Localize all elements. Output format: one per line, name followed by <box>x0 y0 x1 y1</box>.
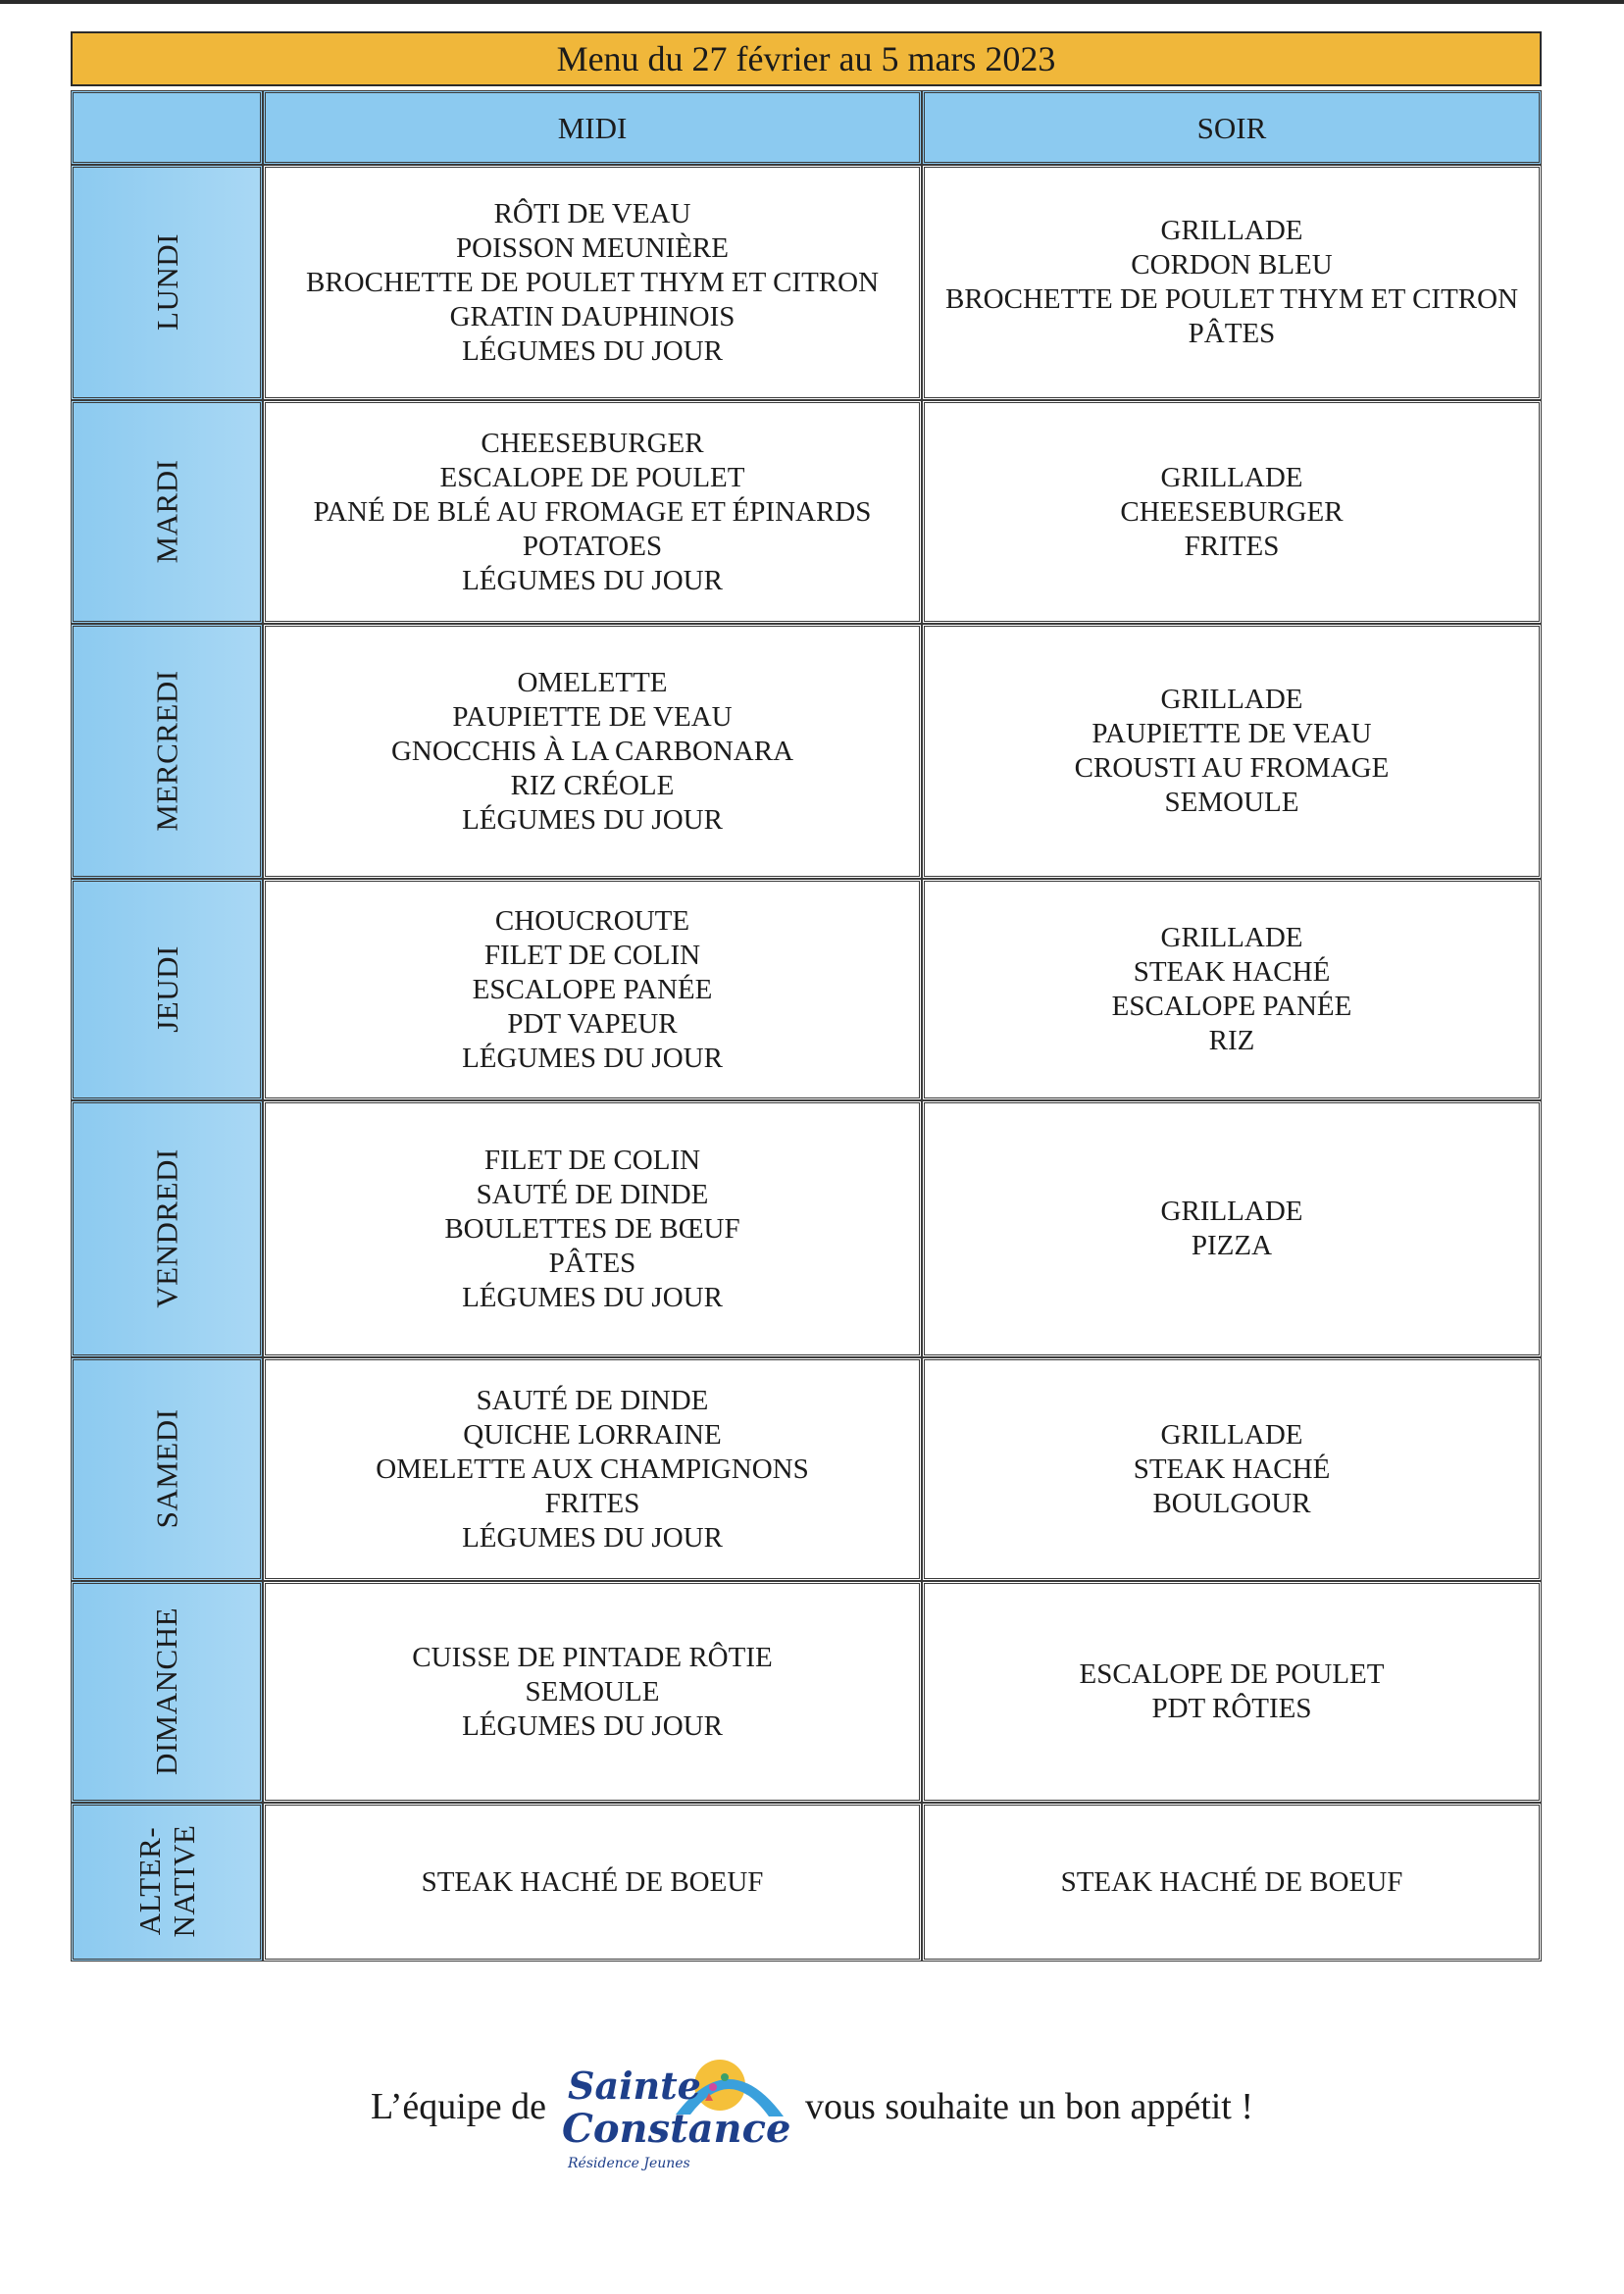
menu-title: Menu du 27 février au 5 mars 2023 <box>71 31 1542 86</box>
soir-cell <box>922 400 1542 624</box>
menu-row <box>71 400 1542 624</box>
dish-item: FRITES <box>544 1487 640 1519</box>
dish-item: ESCALOPE PANÉE <box>1111 991 1352 1022</box>
dish-item: FILET DE COLIN <box>483 939 701 971</box>
dish-item: GRATIN DAUPHINOIS <box>449 300 736 332</box>
dish-item: LÉGUMES DU JOUR <box>462 803 723 836</box>
soir-cell <box>922 1803 1542 1962</box>
dish-item: OMELETTE AUX CHAMPIGNONS <box>376 1453 809 1485</box>
footer <box>0 2038 1624 2175</box>
dish-item: FRITES <box>1184 530 1280 562</box>
day-label: DIMANCHE <box>149 1606 184 1775</box>
dish-item: LÉGUMES DU JOUR <box>462 334 723 367</box>
dish-item: STEAK HACHÉ DE BOEUF <box>1060 1865 1403 1898</box>
dish-item: PIZZA <box>1191 1230 1273 1261</box>
footer-text-after: vous souhaite un bon appétit ! <box>805 2086 1254 2127</box>
dish-item: GNOCCHIS À LA CARBONARA <box>390 735 794 767</box>
soir-cell <box>922 165 1542 400</box>
dish-item: LÉGUMES DU JOUR <box>462 564 723 596</box>
midi-cell <box>263 1581 922 1803</box>
day-label: MERCREDI <box>149 669 184 832</box>
dish-item: GRILLADE <box>1160 215 1303 246</box>
day-cell <box>71 1803 263 1962</box>
scan-top-edge <box>0 0 1624 4</box>
day-cell <box>71 400 263 624</box>
corner-cell <box>71 90 263 165</box>
dish-item: POISSON MEUNIÈRE <box>456 231 729 264</box>
midi-cell <box>263 1803 922 1962</box>
dish-item: OMELETTE <box>517 666 668 698</box>
soir-cell <box>922 1357 1542 1581</box>
dish-item: LÉGUMES DU JOUR <box>462 1521 723 1554</box>
dish-item: SAUTÉ DE DINDE <box>476 1384 709 1416</box>
dish-item: ESCALOPE PANÉE <box>472 973 713 1005</box>
dish-item: GRILLADE <box>1160 461 1303 493</box>
day-label: JEUDI <box>149 944 184 1033</box>
dish-item: RIZ CRÉOLE <box>510 769 675 801</box>
dish-item: CUISSE DE PINTADE RÔTIE <box>412 1641 773 1673</box>
menu-row <box>71 1803 1542 1962</box>
dish-item: CORDON BLEU <box>1131 249 1333 280</box>
day-cell <box>71 1100 263 1357</box>
dish-item: GRILLADE <box>1160 1418 1303 1451</box>
day-label: LUNDI <box>149 232 184 331</box>
dish-item: CHEESEBURGER <box>1120 495 1344 528</box>
dish-item: PAUPIETTE DE VEAU <box>1091 718 1372 749</box>
dish-item: BROCHETTE DE POULET THYM ET CITRON <box>305 266 880 298</box>
dish-item: RÔTI DE VEAU <box>493 197 691 229</box>
column-header-soir: SOIR <box>922 90 1542 165</box>
dish-item: QUICHE LORRAINE <box>463 1418 722 1451</box>
dish-item: SEMOULE <box>1164 787 1299 818</box>
menu-row <box>71 624 1542 879</box>
dish-item: BROCHETTE DE POULET THYM ET CITRON <box>944 283 1519 315</box>
midi-cell <box>263 879 922 1100</box>
dish-item: PDT RÔTIES <box>1151 1693 1312 1724</box>
day-cell <box>71 1357 263 1581</box>
midi-cell <box>263 165 922 400</box>
dish-item: PÂTES <box>1188 318 1276 349</box>
dish-item: GRILLADE <box>1160 684 1303 715</box>
dish-item: PÂTES <box>548 1247 636 1279</box>
dish-item: PDT VAPEUR <box>507 1007 678 1040</box>
dish-item: LÉGUMES DU JOUR <box>462 1709 723 1742</box>
menu-row <box>71 165 1542 400</box>
soir-cell <box>922 1100 1542 1357</box>
midi-cell <box>263 1100 922 1357</box>
menu-row <box>71 1581 1542 1803</box>
day-label: VENDREDI <box>149 1147 184 1308</box>
dish-item: STEAK HACHÉ <box>1133 1453 1331 1485</box>
menu-body <box>71 165 1542 1962</box>
dish-item: BOULGOUR <box>1152 1487 1311 1519</box>
logo-line1: Sainte <box>568 2064 701 2108</box>
dish-item: SEMOULE <box>525 1675 660 1708</box>
dish-item: PANÉ DE BLÉ AU FROMAGE ET ÉPINARDS <box>313 495 872 528</box>
dish-item: SAUTÉ DE DINDE <box>476 1178 709 1210</box>
dish-item: CHOUCROUTE <box>494 904 690 937</box>
column-header-midi: MIDI <box>263 90 922 165</box>
dish-item: STEAK HACHÉ DE BOEUF <box>421 1865 764 1898</box>
dish-item: RIZ <box>1208 1025 1255 1056</box>
menu-table <box>71 90 1542 1962</box>
dish-item: FILET DE COLIN <box>483 1144 701 1176</box>
dish-item: LÉGUMES DU JOUR <box>462 1281 723 1313</box>
soir-cell <box>922 879 1542 1100</box>
menu-sheet <box>71 31 1542 1962</box>
dish-item: CROUSTI AU FROMAGE <box>1074 752 1390 784</box>
sainte-constance-logo <box>558 2038 793 2175</box>
day-cell <box>71 879 263 1100</box>
menu-row <box>71 1100 1542 1357</box>
dish-item: BOULETTES DE BŒUF <box>444 1212 740 1245</box>
logo-subtitle: Résidence Jeunes <box>568 2156 690 2171</box>
dish-item: STEAK HACHÉ <box>1133 956 1331 988</box>
day-cell <box>71 1581 263 1803</box>
dish-item: GRILLADE <box>1160 922 1303 953</box>
day-label: MARDI <box>149 459 184 563</box>
midi-cell <box>263 1357 922 1581</box>
dish-item: ESCALOPE DE POULET <box>1079 1658 1385 1690</box>
dish-item: LÉGUMES DU JOUR <box>462 1042 723 1074</box>
soir-cell <box>922 624 1542 879</box>
menu-row <box>71 1357 1542 1581</box>
day-cell <box>71 165 263 400</box>
logo-line2: Constance <box>562 2106 791 2152</box>
dish-item: PAUPIETTE DE VEAU <box>452 700 733 733</box>
dish-item: POTATOES <box>522 530 663 562</box>
dish-item: CHEESEBURGER <box>481 427 704 459</box>
footer-text-before: L’équipe de <box>370 2086 547 2127</box>
midi-cell <box>263 624 922 879</box>
day-label-line: NATIVE <box>167 1824 201 1938</box>
day-label: SAMEDI <box>149 1408 184 1528</box>
day-label-line: ALTER- <box>132 1826 167 1936</box>
soir-cell <box>922 1581 1542 1803</box>
dish-item: ESCALOPE DE POULET <box>439 461 745 493</box>
day-cell <box>71 624 263 879</box>
midi-cell <box>263 400 922 624</box>
dish-item: GRILLADE <box>1160 1196 1303 1227</box>
day-label <box>132 1808 201 1955</box>
menu-row <box>71 879 1542 1100</box>
